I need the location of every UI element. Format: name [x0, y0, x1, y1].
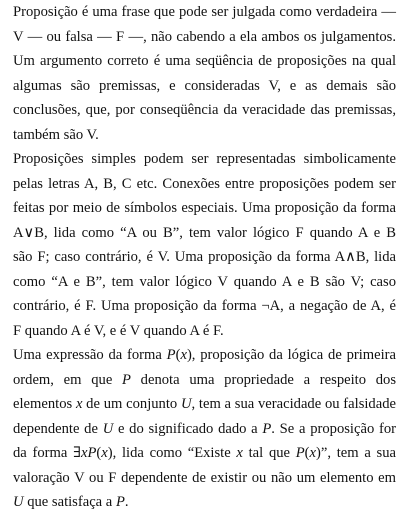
text-run: Proposição é uma frase que pode ser julgada como verdadeira —: [13, 4, 396, 20]
text-run: (: [175, 347, 181, 363]
text-line: [13, 343, 396, 368]
text-line: [13, 294, 396, 319]
italic-symbol: U: [180, 396, 192, 412]
text-line: [13, 392, 396, 417]
paragraph: [13, 343, 396, 515]
text-line: [13, 123, 396, 148]
text-run: Proposições simples podem ser representadas simbolicamente: [13, 151, 396, 167]
text-run: ), proposição da lógica de primeira: [186, 347, 397, 363]
document-body: [13, 0, 396, 515]
text-run: feitas por meio de símbolos especiais. Uma proposição da forma: [13, 200, 396, 216]
text-line: [13, 490, 396, 515]
text-run: .: [124, 494, 129, 510]
text-run: também são V.: [13, 126, 99, 143]
text-line: [13, 74, 396, 99]
italic-symbol: P: [122, 371, 131, 388]
text-run: dependente de: [13, 420, 103, 437]
italic-symbol: x: [75, 396, 83, 412]
italic-symbol: P: [115, 494, 125, 510]
text-run: V — ou falsa — F —, não cabendo a ela ambos os julgamentos.: [13, 28, 396, 45]
text-line: [13, 49, 396, 74]
italic-symbol: P: [166, 347, 176, 363]
italic-symbol: U: [13, 494, 24, 510]
italic-symbol: x: [180, 347, 187, 363]
text-run: tal que: [242, 445, 296, 461]
text-line: [13, 196, 396, 221]
text-line: [13, 417, 396, 442]
text-run: conclusões, que, por conseqüência da veracidade das premissas,: [13, 102, 396, 118]
text-line: [13, 98, 396, 123]
text-run: , tem a sua veracidade ou falsidade: [191, 396, 396, 412]
text-run: e do significado dado a: [113, 420, 263, 437]
text-line: [13, 368, 396, 393]
italic-symbol: P: [295, 445, 305, 461]
italic-symbol: x: [236, 445, 243, 461]
text-line: [13, 25, 396, 50]
text-run: denota uma propriedade a respeito dos: [130, 371, 396, 388]
text-line: [13, 270, 396, 295]
text-run: elementos: [13, 396, 76, 412]
text-run: que satisfaça a: [23, 494, 116, 510]
text-run: são F; caso contrário, é V. Uma proposição da forma A∧B, lida: [13, 249, 396, 265]
italic-symbol: x: [309, 445, 317, 461]
italic-symbol: x: [101, 445, 108, 461]
text-line: [13, 221, 396, 246]
text-run: . Se a proposição for: [271, 420, 396, 437]
text-run: como “A e B”, tem valor lógico V quando A e B são V; caso: [13, 273, 396, 290]
text-run: (: [304, 445, 310, 461]
text-run: A∨B, lida como “A ou B”, tem valor lógico F quando A e B: [13, 224, 396, 241]
text-run: valoração V ou F dependente de existir ou não um elemento em: [13, 469, 396, 486]
text-line: [13, 441, 396, 466]
text-run: pelas letras A, B, C etc. Conexões entre proposições podem ser: [13, 175, 396, 192]
text-run: contrário, é F. Uma proposição da forma ¬A, a negação de A, é: [13, 298, 396, 314]
text-run: )”, tem a sua: [316, 445, 396, 461]
italic-symbol: xP: [80, 445, 97, 461]
text-run: algumas são premissas, e consideradas V, e as demais são: [13, 77, 396, 94]
italic-symbol: U: [102, 420, 114, 437]
text-run: ), lida como “Existe: [107, 445, 237, 461]
text-line: [13, 147, 396, 172]
text-run: (: [96, 445, 102, 461]
italic-symbol: P: [262, 420, 272, 437]
text-line: [13, 319, 396, 344]
text-run: Uma expressão da forma: [13, 347, 167, 363]
text-run: F quando A é V, e é V quando A é F.: [13, 322, 224, 339]
text-run: de um conjunto: [82, 396, 181, 412]
text-run: ordem, em que: [13, 371, 123, 388]
paragraph: [13, 0, 396, 147]
text-run: da forma ∃: [13, 445, 81, 461]
text-line: [13, 466, 396, 491]
text-line: [13, 172, 396, 197]
text-line: [13, 0, 396, 25]
text-line: [13, 245, 396, 270]
text-run: Um argumento correto é uma seqüência de proposições na qual: [13, 53, 396, 69]
paragraph: [13, 147, 396, 343]
